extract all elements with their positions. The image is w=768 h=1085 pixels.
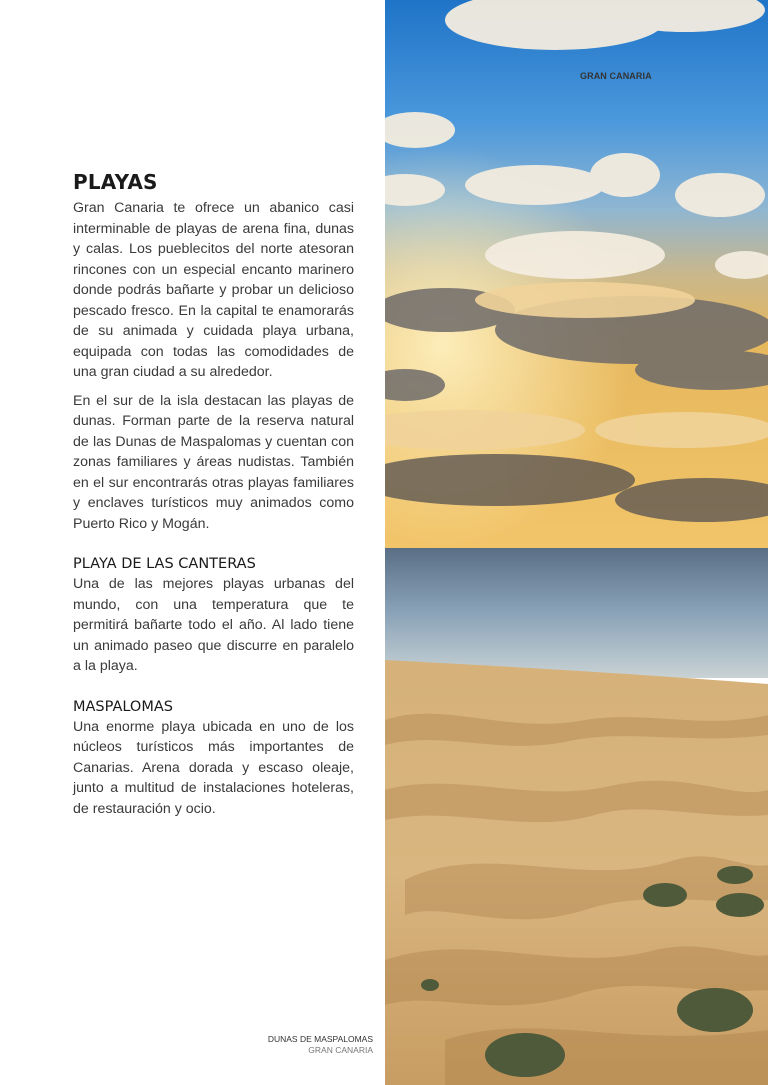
region-label: GRAN CANARIA — [580, 71, 652, 81]
article-body — [73, 170, 354, 827]
intro-paragraph-2: En el sur de la isla destacan las playas de dunas. Forman parte de la reserva natural de las Dunas de Maspalomas y cuentan con zonas familiares y áreas nudistas. También en el sur encontrarás otras playas familiares y enclaves turísticos muy animados como Puerto Rico y Mogán. — [73, 392, 354, 532]
section-heading-maspalomas: MASPALOMAS — [73, 698, 173, 715]
section-text-canteras: Una de las mejores playas urbanas del mundo, con una temperatura que te permitirá bañarte todo el año. Al lado tiene un animado paseo que discurre en paralelo a la playa. — [73, 576, 354, 674]
page-title: PLAYAS — [73, 170, 158, 194]
dunes-photo — [385, 0, 768, 1085]
photo-caption — [268, 1034, 373, 1056]
photo-caption-title: DUNAS DE MASPALOMAS — [267, 1034, 373, 1044]
photo-caption-location: GRAN CANARIA — [308, 1045, 373, 1055]
section-heading-canteras: PLAYA DE LAS CANTERAS — [73, 556, 256, 572]
intro-paragraph-1: Gran Canaria te ofrece un abanico casi interminable de playas de arena fina, dunas y calas. Los pueblecitos del norte atesoran rincones con un especial encanto marinero donde podrás bañarte y probar un delicioso pescado fresco. En la capital te enamorarás de su animada y cuidada playa urbana, equipada con todas las comodidades de una gran ciudad a su alrededor. — [73, 200, 354, 380]
section-text-maspalomas: Una enorme playa ubicada en uno de los núcleos turísticos más importantes de Canarias. Arena dorada y escaso oleaje, junto a multitud de instalaciones hoteleras, de restauración y ocio. — [73, 718, 354, 817]
